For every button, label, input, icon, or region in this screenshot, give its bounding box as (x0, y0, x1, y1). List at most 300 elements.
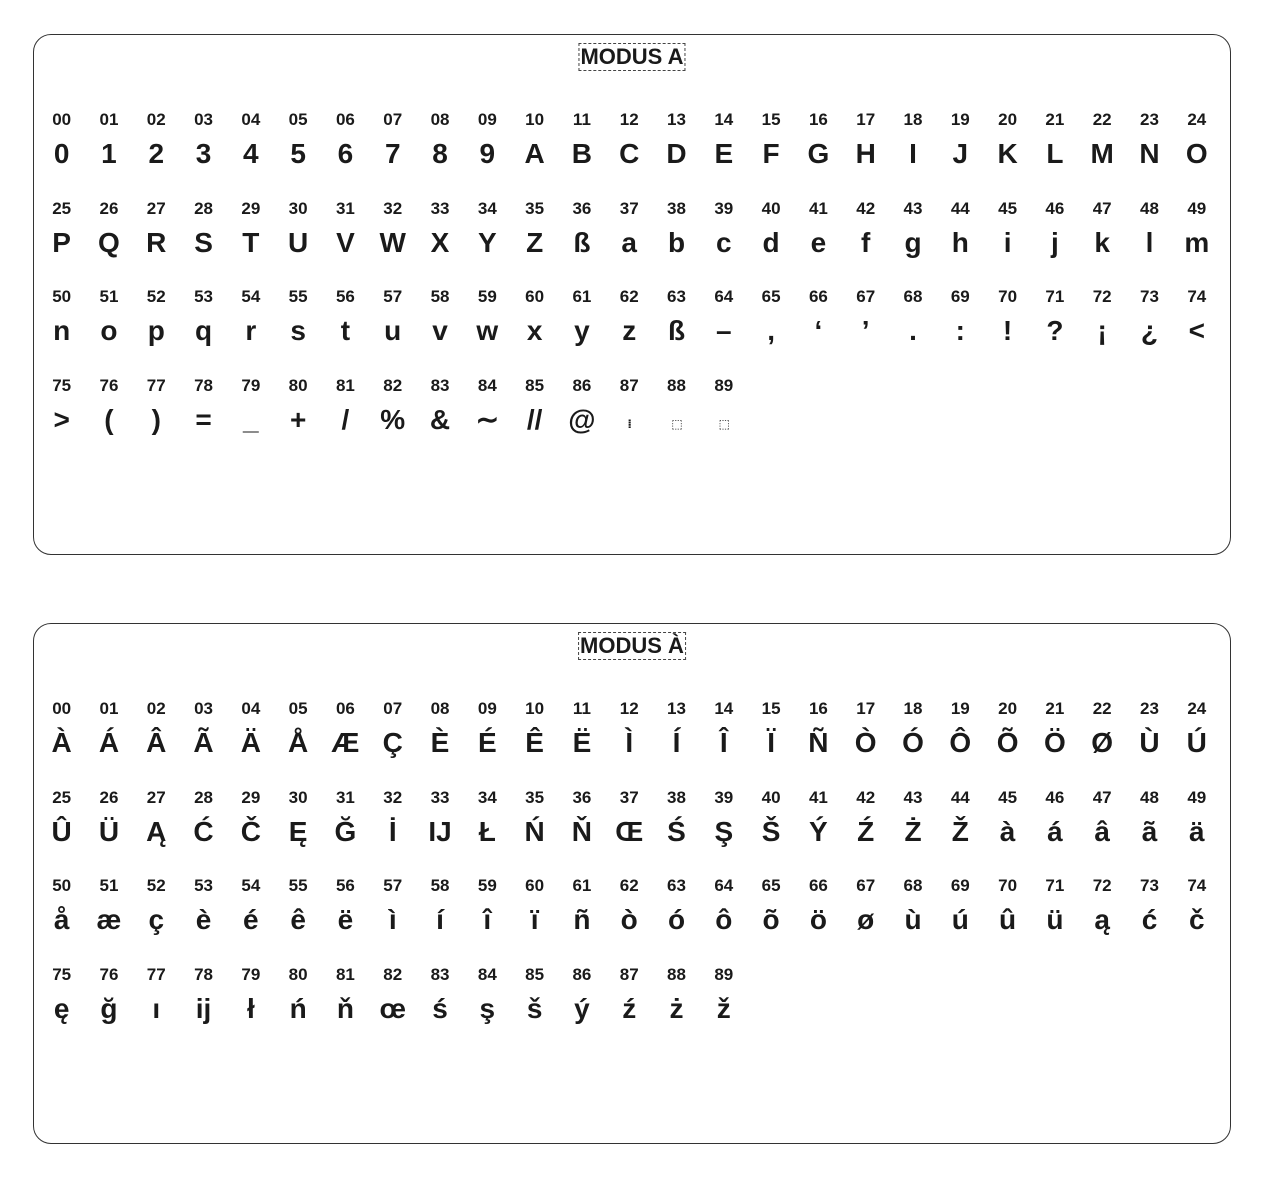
character-glyph: Š (761, 815, 781, 847)
character-cell (937, 198, 984, 287)
character-code: 08 (430, 699, 450, 718)
character-cell (842, 198, 889, 287)
character-cell (842, 698, 889, 787)
character-cell (1079, 198, 1126, 287)
character-code: 32 (383, 198, 403, 218)
character-code: 44 (950, 787, 970, 807)
character-glyph: ç (148, 904, 165, 936)
character-cell (558, 698, 605, 787)
character-cell (747, 787, 794, 876)
character-glyph: & (429, 404, 451, 436)
character-glyph: Â (146, 727, 167, 758)
character-code: 61 (572, 876, 592, 896)
character-cell (558, 109, 605, 198)
character-code: 42 (856, 198, 876, 218)
character-glyph: Ý (809, 815, 828, 847)
character-glyph: ś (432, 993, 448, 1025)
character-code: 75 (52, 965, 72, 985)
character-glyph: ı (152, 993, 161, 1025)
character-glyph: š (526, 993, 543, 1025)
character-glyph: z (622, 315, 637, 347)
character-glyph: Ô (949, 727, 972, 758)
character-glyph: n (53, 315, 71, 347)
character-code: 87 (619, 965, 639, 985)
character-code: 84 (477, 376, 497, 396)
character-cell (1126, 875, 1173, 964)
character-cell (274, 698, 321, 787)
character-cell (700, 198, 747, 287)
character-cell (1079, 698, 1126, 787)
character-cell (38, 109, 85, 198)
character-code: 86 (572, 965, 592, 985)
character-cell (180, 787, 227, 876)
character-code: 58 (430, 287, 450, 307)
character-glyph: 7 (384, 138, 401, 169)
character-code: 25 (52, 787, 72, 807)
character-code: 04 (241, 699, 261, 718)
character-cell (606, 286, 653, 375)
character-cell (558, 286, 605, 375)
character-code: 47 (1092, 198, 1112, 218)
character-glyph: ⬚ (671, 417, 682, 432)
character-code: 83 (430, 376, 450, 396)
character-code: 07 (383, 110, 403, 129)
character-cell (1079, 875, 1126, 964)
character-cell (700, 286, 747, 375)
character-cell (369, 109, 416, 198)
character-cell (1126, 109, 1173, 198)
character-glyph: Č (240, 815, 261, 847)
character-glyph: ş (479, 993, 496, 1025)
character-glyph: ‘ (814, 315, 823, 347)
character-code: 21 (1045, 110, 1065, 129)
character-glyph: Õ (996, 727, 1019, 758)
character-cell (274, 198, 321, 287)
character-cell (464, 698, 511, 787)
character-code: 27 (146, 198, 166, 218)
character-code: 08 (430, 110, 450, 129)
character-glyph: a (621, 226, 637, 258)
character-cell (227, 964, 274, 1053)
character-glyph: L (1046, 138, 1064, 169)
character-code: 89 (714, 965, 734, 985)
character-cell (274, 286, 321, 375)
character-cell (227, 875, 274, 964)
character-glyph: ú (951, 904, 969, 936)
character-glyph: ⁞ (627, 417, 631, 432)
character-glyph: W (379, 226, 406, 258)
character-code: 53 (194, 287, 213, 307)
character-code: 74 (1187, 876, 1207, 896)
character-glyph: Œ (615, 815, 644, 847)
character-cell (747, 875, 794, 964)
character-code: 68 (903, 876, 923, 896)
character-cell (606, 198, 653, 287)
character-cell (180, 698, 227, 787)
character-glyph: 8 (432, 138, 448, 169)
character-glyph: f (861, 226, 871, 258)
character-cell (133, 198, 180, 287)
character-cell (180, 286, 227, 375)
character-cell (984, 109, 1031, 198)
character-code: 05 (288, 110, 308, 129)
character-code: 02 (146, 110, 166, 129)
character-cell (1031, 286, 1078, 375)
character-cell (700, 698, 747, 787)
character-glyph: C (619, 138, 640, 169)
character-glyph: ň (336, 993, 354, 1025)
character-cell (133, 787, 180, 876)
character-code: 10 (525, 110, 545, 129)
character-glyph: Ñ (808, 727, 829, 758)
character-code: 88 (667, 376, 686, 396)
character-glyph: ’ (861, 315, 870, 347)
character-cell (747, 109, 794, 198)
character-glyph: Ø (1091, 727, 1114, 758)
character-glyph: X (430, 226, 450, 258)
character-cell (653, 286, 700, 375)
character-cell (133, 375, 180, 464)
character-cell (85, 964, 132, 1053)
character-code: 53 (194, 876, 213, 896)
character-cell (700, 964, 747, 1053)
character-code: 41 (808, 787, 828, 807)
character-code: 60 (525, 876, 545, 896)
character-code: 51 (99, 876, 119, 896)
character-code: 75 (52, 376, 72, 396)
character-cell (369, 286, 416, 375)
character-cell (558, 198, 605, 287)
character-code: 73 (1140, 876, 1159, 896)
character-code: 69 (950, 876, 970, 896)
character-glyph: y (574, 315, 590, 347)
character-code: 85 (525, 376, 545, 396)
character-glyph: Ï (767, 727, 775, 758)
character-cell (889, 875, 936, 964)
character-code: 46 (1045, 198, 1065, 218)
character-glyph: r (245, 315, 257, 347)
character-glyph: æ (96, 904, 122, 936)
character-code: 52 (146, 876, 166, 896)
character-code: 77 (146, 376, 166, 396)
character-cell (606, 875, 653, 964)
character-glyph: c (716, 226, 732, 258)
character-cell (795, 109, 842, 198)
character-cell (227, 286, 274, 375)
character-glyph: 2 (148, 138, 165, 169)
character-glyph: e (810, 226, 827, 258)
character-cell (38, 698, 85, 787)
character-code: 14 (714, 699, 734, 718)
character-cell (416, 198, 463, 287)
character-code: 76 (99, 376, 119, 396)
character-glyph: + (289, 404, 307, 436)
character-code: 04 (241, 110, 261, 129)
character-cell (511, 787, 558, 876)
character-glyph: É (477, 727, 497, 758)
character-cell (1031, 875, 1078, 964)
panel-title: MODUS A (580, 44, 684, 69)
character-glyph: k (1094, 226, 1110, 258)
character-glyph: Ł (478, 815, 496, 847)
character-code: 45 (998, 787, 1018, 807)
character-glyph: ij (195, 993, 212, 1025)
character-code: 70 (998, 287, 1018, 307)
character-glyph: Í (672, 727, 681, 758)
character-glyph: Å (288, 727, 309, 758)
character-cell (653, 875, 700, 964)
character-cell (38, 198, 85, 287)
character-code: 00 (52, 699, 72, 718)
character-cell (322, 698, 369, 787)
character-cell (133, 109, 180, 198)
character-cell (937, 109, 984, 198)
character-cell (369, 875, 416, 964)
character-code: 56 (335, 876, 355, 896)
character-glyph: ( (104, 404, 114, 436)
character-code: 23 (1140, 110, 1159, 129)
character-code: 43 (903, 198, 923, 218)
character-glyph: t (340, 315, 351, 347)
character-code: 14 (714, 110, 734, 129)
character-code: 15 (761, 110, 781, 129)
character-glyph: IJ (428, 815, 452, 847)
character-glyph: T (242, 226, 260, 258)
character-glyph: Ň (571, 815, 593, 847)
character-glyph: È (430, 727, 450, 758)
character-glyph: Z (526, 226, 544, 258)
character-cell (85, 875, 132, 964)
character-glyph: ! (1002, 315, 1013, 347)
character-cell (133, 875, 180, 964)
character-code: 76 (99, 965, 119, 985)
character-cell (416, 698, 463, 787)
character-code: 54 (241, 287, 261, 307)
character-code: 47 (1092, 787, 1112, 807)
character-glyph: ę (53, 993, 70, 1025)
character-code: 82 (383, 376, 403, 396)
character-glyph: û (999, 904, 1017, 936)
character-cell (795, 875, 842, 964)
character-cell (274, 875, 321, 964)
character-cell (416, 787, 463, 876)
character-code: 32 (383, 787, 403, 807)
character-glyph: . (909, 315, 917, 347)
character-code: 43 (903, 787, 923, 807)
character-cell (606, 698, 653, 787)
character-code: 79 (241, 376, 261, 396)
character-code: 12 (619, 699, 639, 718)
character-cell (889, 787, 936, 876)
character-cell (1079, 286, 1126, 375)
character-table-modus-a (33, 34, 1231, 555)
character-glyph: V (336, 226, 355, 258)
character-code: 00 (52, 110, 72, 129)
character-glyph: N (1139, 138, 1160, 169)
character-code: 22 (1092, 110, 1112, 129)
character-glyph: ì (388, 904, 397, 936)
character-code: 48 (1140, 787, 1159, 807)
character-glyph: ù (904, 904, 922, 936)
character-glyph: ý (574, 993, 590, 1025)
character-cell (606, 787, 653, 876)
character-code: 42 (856, 787, 876, 807)
character-glyph: Ç (382, 727, 403, 758)
character-code: 66 (808, 876, 828, 896)
character-cell (180, 964, 227, 1053)
character-code: 52 (146, 287, 166, 307)
character-cell (747, 286, 794, 375)
character-code: 19 (950, 699, 970, 718)
character-code: 70 (998, 876, 1018, 896)
character-cell (464, 286, 511, 375)
character-cell (227, 787, 274, 876)
character-code: 51 (99, 287, 119, 307)
character-cell (511, 964, 558, 1053)
character-glyph: x (526, 315, 543, 347)
character-glyph: M (1090, 138, 1114, 169)
character-glyph: : (955, 315, 965, 347)
character-code: 82 (383, 965, 403, 985)
character-glyph: 6 (337, 138, 354, 169)
character-glyph: b (667, 226, 686, 258)
character-cell (653, 964, 700, 1053)
character-code: 74 (1187, 287, 1207, 307)
character-code: 07 (383, 699, 403, 718)
character-cell (653, 787, 700, 876)
character-cell (464, 375, 511, 464)
character-glyph: ć (1141, 904, 1158, 936)
character-glyph: ¿ (1140, 315, 1159, 347)
character-cell (511, 875, 558, 964)
character-code: 62 (619, 287, 639, 307)
character-glyph: Ž (951, 815, 969, 847)
character-code: 29 (241, 198, 261, 218)
character-glyph: Ë (572, 727, 592, 758)
character-grid (38, 698, 1220, 1053)
character-glyph: < (1188, 315, 1205, 347)
character-glyph: À (51, 727, 72, 758)
character-glyph: Æ (331, 727, 360, 758)
character-cell (416, 964, 463, 1053)
character-code: 05 (288, 699, 308, 718)
character-code: 34 (477, 198, 497, 218)
character-glyph: ê (290, 904, 306, 936)
character-code: 48 (1140, 198, 1159, 218)
character-code: 41 (808, 198, 828, 218)
character-code: 81 (335, 376, 355, 396)
character-cell (85, 286, 132, 375)
character-cell (747, 698, 794, 787)
character-code: 72 (1092, 876, 1112, 896)
character-cell (984, 875, 1031, 964)
character-code: 26 (99, 787, 119, 807)
character-glyph: ò (620, 904, 638, 936)
character-code: 21 (1045, 699, 1065, 718)
character-code: 60 (525, 287, 545, 307)
character-code: 19 (950, 110, 970, 129)
character-code: 36 (572, 787, 592, 807)
character-cell (322, 375, 369, 464)
character-code: 63 (667, 287, 686, 307)
character-glyph: = (195, 404, 212, 436)
character-cell (464, 198, 511, 287)
character-cell (795, 787, 842, 876)
character-cell (227, 198, 274, 287)
character-glyph: Ã (193, 727, 214, 758)
character-code: 40 (761, 198, 781, 218)
character-code: 02 (146, 699, 166, 718)
character-code: 86 (572, 376, 592, 396)
character-code: 23 (1140, 699, 1159, 718)
character-cell (606, 964, 653, 1053)
character-glyph: Ä (240, 727, 261, 758)
character-glyph: Y (477, 226, 497, 258)
character-cell (747, 198, 794, 287)
character-glyph: ⬚ (718, 417, 729, 432)
character-code: 49 (1187, 787, 1207, 807)
character-code: 81 (335, 965, 355, 985)
character-cell (85, 787, 132, 876)
character-cell (464, 109, 511, 198)
character-glyph: İ (388, 815, 397, 847)
character-code: 03 (194, 110, 213, 129)
character-code: 20 (998, 110, 1018, 129)
character-glyph: ż (669, 993, 684, 1025)
character-cell (1031, 198, 1078, 287)
character-cell (984, 698, 1031, 787)
character-glyph: @ (568, 404, 596, 436)
character-cell (937, 787, 984, 876)
character-glyph: é (243, 904, 259, 936)
character-cell (369, 375, 416, 464)
character-cell (464, 964, 511, 1053)
character-glyph: U (288, 226, 309, 258)
character-glyph: % (380, 404, 406, 436)
character-glyph: 0 (53, 138, 70, 169)
character-code: 06 (335, 110, 355, 129)
character-cell (85, 109, 132, 198)
character-glyph: H (855, 138, 876, 169)
character-code: 18 (903, 699, 923, 718)
character-glyph: ó (667, 904, 686, 936)
character-cell (558, 964, 605, 1053)
character-glyph: î (483, 904, 492, 936)
character-cell (937, 698, 984, 787)
character-glyph: Ò (854, 727, 877, 758)
character-cell (511, 286, 558, 375)
character-glyph: Ö (1043, 727, 1066, 758)
character-code: 37 (619, 198, 639, 218)
character-cell (889, 198, 936, 287)
character-code: 03 (194, 699, 213, 718)
character-code: 85 (525, 965, 545, 985)
character-glyph: ô (715, 904, 733, 936)
character-glyph: 5 (290, 138, 306, 169)
character-glyph: 1 (101, 138, 117, 169)
character-glyph: ) (151, 404, 161, 436)
character-cell (180, 875, 227, 964)
character-glyph: à (999, 815, 1016, 847)
character-cell (133, 286, 180, 375)
character-glyph: ï (530, 904, 539, 936)
character-glyph: í (436, 904, 444, 936)
character-glyph: 9 (479, 138, 496, 169)
character-cell (180, 375, 227, 464)
character-cell (795, 286, 842, 375)
character-cell (322, 787, 369, 876)
character-code: 22 (1092, 699, 1112, 718)
